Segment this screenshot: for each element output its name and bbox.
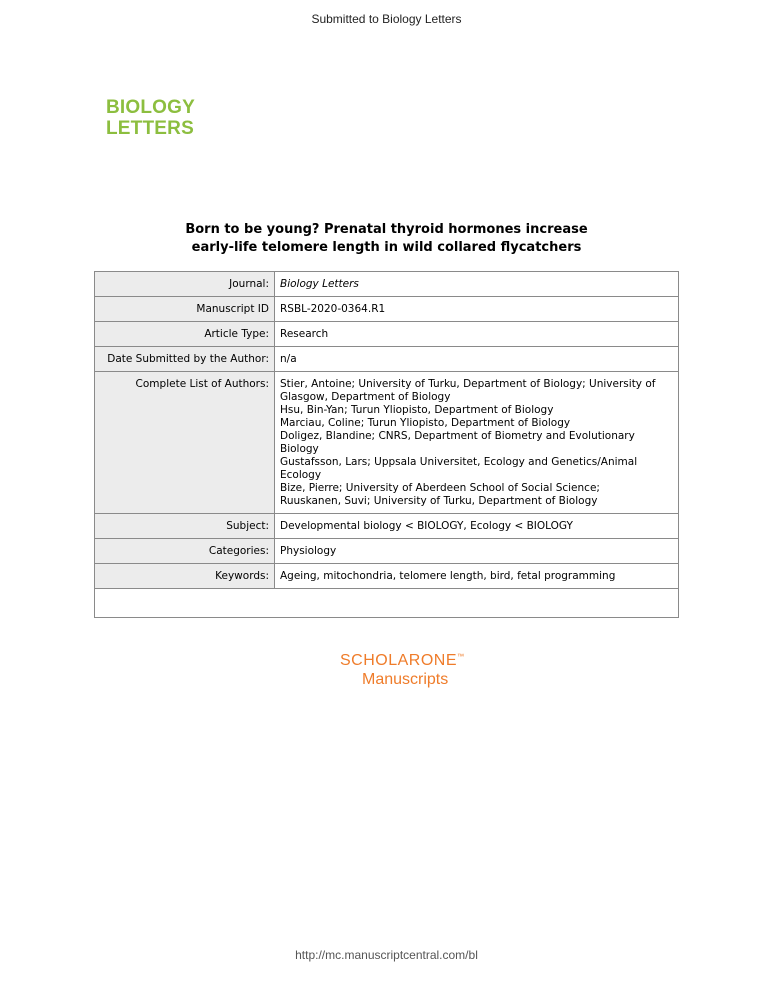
- author-entry: Gustafsson, Lars; Uppsala Universitet, Ecology and Genetics/Animal Ecology: [280, 456, 638, 481]
- author-entry: Ruuskanen, Suvi; University of Turku, Department of Biology: [280, 495, 598, 507]
- scholarone-manuscripts-logo: [340, 652, 465, 689]
- categories-label: Categories:: [95, 539, 275, 564]
- manuscript-id-value: RSBL-2020-0364.R1: [275, 297, 679, 322]
- metadata-row-keywords: [95, 564, 679, 589]
- date-submitted-value: n/a: [275, 347, 679, 372]
- author-entry: Marciau, Coline; Turun Yliopisto, Department of Biology: [280, 417, 571, 429]
- keywords-label: Keywords:: [95, 564, 275, 589]
- subject-value: Developmental biology < BIOLOGY, Ecology < BIOLOGY: [275, 514, 679, 539]
- running-header: Submitted to Biology Letters: [311, 12, 462, 26]
- author-entry: Hsu, Bin-Yan; Turun Yliopisto, Department of Biology: [280, 404, 554, 416]
- article-type-label: Article Type:: [95, 322, 275, 347]
- paper-title: [0, 221, 773, 257]
- footer-url: http://mc.manuscriptcentral.com/bl: [295, 948, 478, 962]
- categories-value: Physiology: [275, 539, 679, 564]
- scholarone-wordmark: [340, 652, 465, 670]
- logo-line-2: LETTERS: [106, 118, 194, 139]
- metadata-row-subject: [95, 514, 679, 539]
- manuscript-id-label: Manuscript ID: [95, 297, 275, 322]
- metadata-row-article-type: [95, 322, 679, 347]
- biology-letters-logo: [106, 97, 195, 139]
- metadata-row-journal: [95, 272, 679, 297]
- trademark-symbol: ™: [457, 653, 465, 661]
- author-entry: Bize, Pierre; University of Aberdeen School of Social Science;: [280, 482, 600, 494]
- metadata-row-date-submitted: [95, 347, 679, 372]
- author-entry: Stier, Antoine; University of Turku, Department of Biology; University of Glasgow, Department of Biology: [280, 378, 656, 403]
- date-submitted-label: Date Submitted by the Author:: [95, 347, 275, 372]
- manuscript-metadata-table: [94, 271, 679, 618]
- metadata-row-authors: [95, 372, 679, 514]
- scholarone-text: SCHOLARONE: [340, 652, 458, 669]
- authors-list: [275, 372, 679, 514]
- manuscripts-wordmark: Manuscripts: [362, 671, 449, 688]
- empty-cell: [95, 589, 679, 618]
- author-entry: Doligez, Blandine; CNRS, Department of Biometry and Evolutionary Biology: [280, 430, 635, 455]
- journal-label: Journal:: [95, 272, 275, 297]
- article-type-value: Research: [275, 322, 679, 347]
- metadata-row-manuscript-id: [95, 297, 679, 322]
- journal-value: Biology Letters: [275, 272, 679, 297]
- metadata-row-empty: [95, 589, 679, 618]
- subject-label: Subject:: [95, 514, 275, 539]
- keywords-value: Ageing, mitochondria, telomere length, bird, fetal programming: [275, 564, 679, 589]
- paper-title-line-1: Born to be young? Prenatal thyroid hormones increase: [185, 222, 588, 237]
- logo-line-1: BIOLOGY: [106, 97, 196, 118]
- metadata-row-categories: [95, 539, 679, 564]
- authors-label: Complete List of Authors:: [95, 372, 275, 514]
- paper-title-line-2: early-life telomere length in wild collared flycatchers: [191, 240, 582, 255]
